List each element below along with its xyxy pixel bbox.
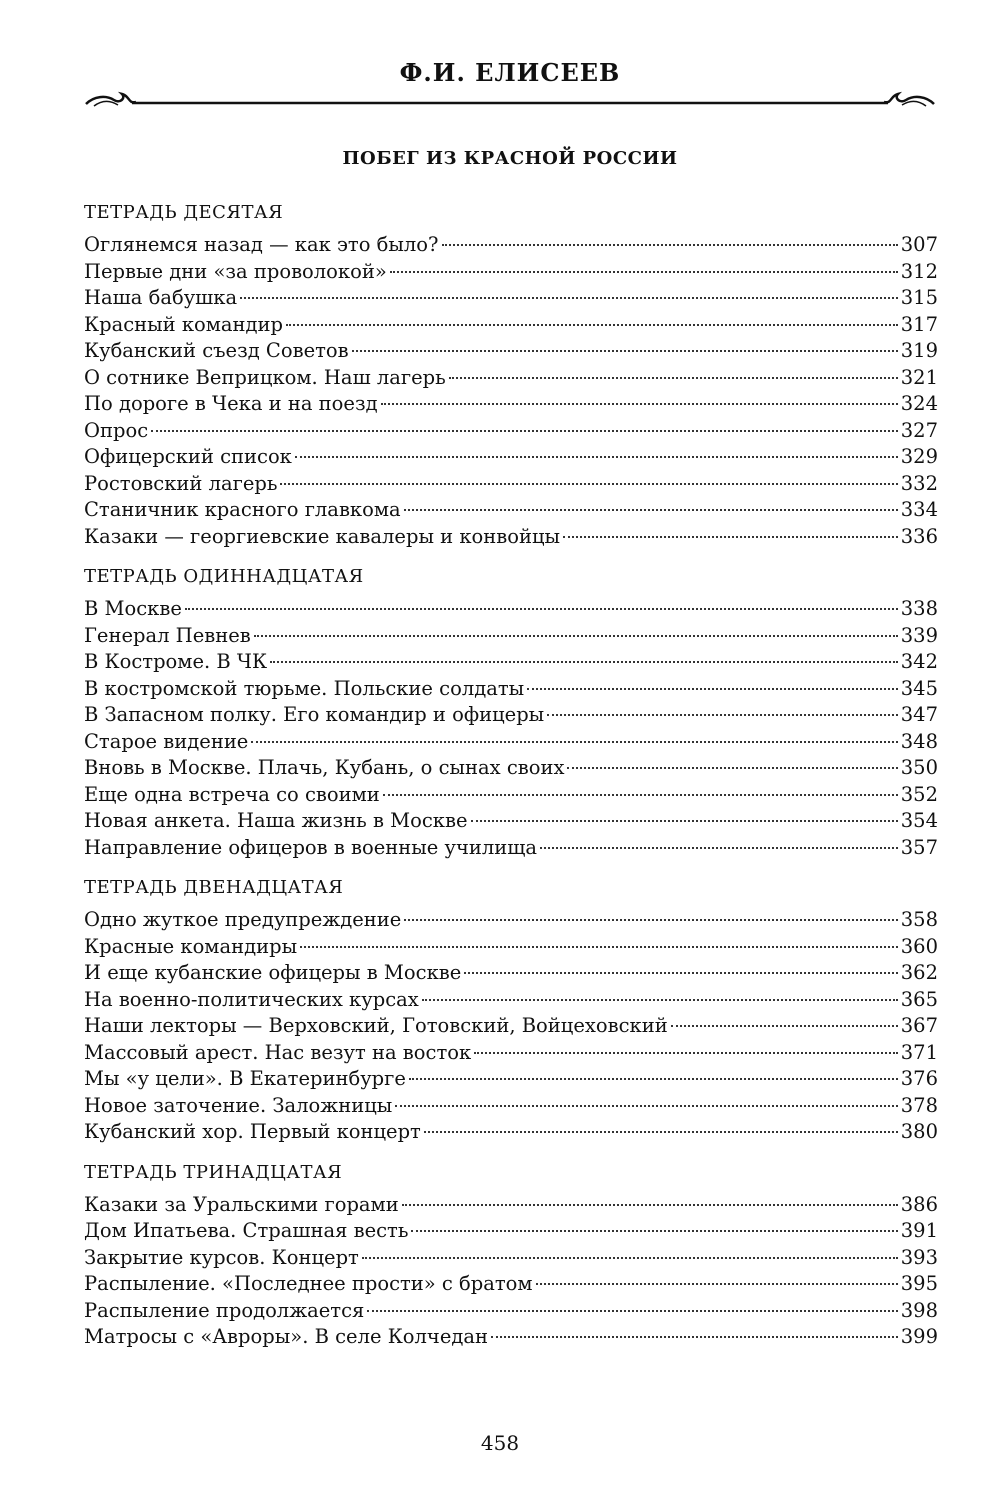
entry-title: Кубанский хор. Первый концерт <box>84 1120 421 1143</box>
toc-entry <box>84 755 938 782</box>
entry-page: 386 <box>900 1192 938 1216</box>
entry-page: 376 <box>900 1067 938 1090</box>
table-of-contents <box>84 200 938 1351</box>
entry-title: На военно-политических курсах <box>84 987 419 1011</box>
toc-entry <box>84 471 938 498</box>
section-entries <box>84 1192 938 1351</box>
dot-leader <box>474 1052 898 1054</box>
toc-entry <box>84 782 938 809</box>
toc-entry <box>84 1013 938 1040</box>
toc-entry <box>84 987 938 1014</box>
dot-leader <box>254 635 898 637</box>
dot-leader <box>527 688 898 690</box>
entry-page: 371 <box>900 1040 938 1064</box>
dot-leader <box>395 1105 898 1107</box>
dot-leader <box>424 1131 898 1133</box>
toc-entry <box>84 1119 938 1146</box>
entry-title: Еще одна встреча со своими <box>84 782 380 806</box>
entry-page: 350 <box>900 756 938 779</box>
entry-title: Оглянемся назад — как это было? <box>84 233 439 256</box>
dot-leader <box>442 244 898 246</box>
section-heading: ТЕТРАДЬ ОДИННАДЦАТАЯ <box>84 566 364 587</box>
dot-leader <box>464 972 897 974</box>
entry-page: 348 <box>900 729 938 753</box>
section-entries <box>84 596 938 861</box>
dot-leader <box>151 430 898 432</box>
dot-leader <box>404 919 897 921</box>
entry-title: О сотнике Веприцком. Наш лагерь <box>84 365 446 389</box>
entry-title: Кубанский съезд Советов <box>84 339 349 362</box>
entry-title: Новая анкета. Наша жизнь в Москве <box>84 809 468 832</box>
entry-title: В Москве <box>84 597 182 620</box>
entry-title: Станичник красного главкома <box>84 498 401 521</box>
toc-entry <box>84 907 938 934</box>
entry-title: По дороге в Чека и на поезд <box>84 392 378 415</box>
dot-leader <box>567 767 897 769</box>
page-number: 458 <box>480 1431 520 1455</box>
dot-leader <box>270 661 898 663</box>
entry-page: 332 <box>900 471 938 495</box>
toc-entry <box>84 1066 938 1093</box>
toc-entry <box>84 259 938 286</box>
entry-title: Красные командиры <box>84 934 298 958</box>
entry-title: Опрос <box>84 418 149 442</box>
entry-page: 357 <box>900 835 938 859</box>
toc-entry <box>84 1218 938 1245</box>
dot-leader <box>422 999 898 1001</box>
entry-title: Направление офицеров в военные училища <box>84 835 538 859</box>
section-heading: ТЕТРАДЬ ДЕСЯТАЯ <box>84 202 284 223</box>
entry-page: 347 <box>900 703 938 726</box>
entry-title: Одно жуткое предупреждение <box>84 908 402 931</box>
toc-entry <box>84 1324 938 1351</box>
entry-page: 398 <box>900 1298 938 1322</box>
entry-title: Первые дни «за проволокой» <box>84 259 387 283</box>
entry-page: 319 <box>900 339 938 362</box>
entry-page: 395 <box>900 1272 938 1295</box>
entry-page: 334 <box>900 498 938 521</box>
toc-entry <box>84 338 938 365</box>
dot-leader <box>491 1336 898 1338</box>
dot-leader <box>449 377 898 379</box>
entry-page: 367 <box>900 1014 938 1037</box>
author-name: Ф.И. ЕЛИСЕЕВ <box>399 58 621 87</box>
entry-page: 317 <box>900 312 938 336</box>
toc-entry <box>84 835 938 862</box>
entry-page: 315 <box>900 286 938 309</box>
entry-page: 336 <box>900 524 938 548</box>
toc-entry <box>84 1192 938 1219</box>
entry-page: 327 <box>900 418 938 442</box>
dot-leader <box>240 297 898 299</box>
entry-title: В Запасном полку. Его командир и офицеры <box>84 703 545 726</box>
entry-page: 345 <box>900 676 938 700</box>
toc-entry <box>84 702 938 729</box>
entry-page: 358 <box>900 908 938 931</box>
toc-entry <box>84 391 938 418</box>
toc-entry <box>84 729 938 756</box>
section-title: ПОБЕГ ИЗ КРАСНОЙ РОССИИ <box>342 148 678 169</box>
entry-title: Массовый арест. Нас везут на восток <box>84 1040 472 1064</box>
running-header <box>84 58 936 108</box>
entry-title: Новое заточение. Заложницы <box>84 1093 393 1117</box>
dot-leader <box>390 271 898 273</box>
entry-page: 399 <box>900 1325 938 1348</box>
entry-title: Дом Ипатьева. Страшная весть <box>84 1219 409 1242</box>
toc-entry <box>84 1245 938 1272</box>
dot-leader <box>411 1230 897 1232</box>
toc-entry <box>84 285 938 312</box>
entry-title: И еще кубанские офицеры в Москве <box>84 961 462 984</box>
entry-title: Офицерский список <box>84 445 292 468</box>
entry-title: Генерал Певнев <box>84 623 251 647</box>
toc-entry <box>84 808 938 835</box>
dot-leader <box>280 483 897 485</box>
entry-title: Казаки — георгиевские кавалеры и конвойцы <box>84 524 561 548</box>
entry-page: 393 <box>900 1245 938 1269</box>
toc-entry <box>84 444 938 471</box>
dot-leader <box>409 1078 898 1080</box>
entry-title: Красный командир <box>84 312 284 336</box>
dot-leader <box>251 741 897 743</box>
entry-title: Наши лекторы — Верховский, Готовский, Войцеховский <box>84 1014 668 1037</box>
entry-title: Вновь в Москве. Плачь, Кубань, о сынах своих <box>84 756 565 779</box>
entry-title: Старое видение <box>84 729 249 753</box>
entry-title: Матросы с «Авроры». В селе Колчедан <box>84 1325 488 1348</box>
dot-leader <box>286 324 898 326</box>
toc-entry <box>84 649 938 676</box>
entry-title: Ростовский лагерь <box>84 471 278 495</box>
entry-page: 360 <box>900 934 938 958</box>
entry-page: 352 <box>900 782 938 806</box>
toc-entry <box>84 1298 938 1325</box>
entry-title: В костромской тюрьме. Польские солдаты <box>84 676 525 700</box>
entry-page: 307 <box>900 233 938 256</box>
entry-page: 324 <box>900 392 938 415</box>
toc-entry <box>84 960 938 987</box>
section-heading: ТЕТРАДЬ ДВЕНАДЦАТАЯ <box>84 877 344 898</box>
dot-leader <box>383 794 898 796</box>
dot-leader <box>536 1283 898 1285</box>
entry-page: 362 <box>900 961 938 984</box>
ornamental-rule <box>84 86 936 110</box>
entry-page: 391 <box>900 1219 938 1242</box>
toc-entry <box>84 596 938 623</box>
toc-entry <box>84 365 938 392</box>
dot-leader <box>563 536 898 538</box>
toc-entry <box>84 418 938 445</box>
entry-page: 365 <box>900 987 938 1011</box>
dot-leader <box>362 1257 898 1259</box>
toc-entry <box>84 623 938 650</box>
entry-title: Распыление продолжается <box>84 1298 365 1322</box>
entry-title: Закрытие курсов. Концерт <box>84 1245 359 1269</box>
toc-entry <box>84 934 938 961</box>
entry-page: 378 <box>900 1093 938 1117</box>
dot-leader <box>402 1204 898 1206</box>
dot-leader <box>540 847 898 849</box>
toc-entry <box>84 1271 938 1298</box>
dot-leader <box>547 714 898 716</box>
toc-entry <box>84 524 938 551</box>
toc-entry <box>84 312 938 339</box>
entry-title: В Костроме. В ЧК <box>84 650 268 673</box>
entry-title: Мы «у цели». В Екатеринбурге <box>84 1067 406 1090</box>
toc-entry <box>84 497 938 524</box>
entry-page: 312 <box>900 259 938 283</box>
entry-page: 338 <box>900 597 938 620</box>
entry-page: 321 <box>900 365 938 389</box>
toc-entry <box>84 232 938 259</box>
dot-leader <box>185 608 898 610</box>
dot-leader <box>471 820 898 822</box>
entry-page: 354 <box>900 809 938 832</box>
entry-page: 380 <box>900 1120 938 1143</box>
dot-leader <box>300 946 898 948</box>
dot-leader <box>671 1025 898 1027</box>
entry-page: 339 <box>900 623 938 647</box>
toc-entry <box>84 676 938 703</box>
section-entries <box>84 232 938 550</box>
dot-leader <box>381 403 898 405</box>
dot-leader <box>404 509 898 511</box>
dot-leader <box>352 350 898 352</box>
dot-leader <box>367 1310 897 1312</box>
entry-page: 329 <box>900 445 938 468</box>
entry-title: Распыление. «Последнее прости» с братом <box>84 1272 533 1295</box>
section-entries <box>84 907 938 1146</box>
toc-entry <box>84 1040 938 1067</box>
dot-leader <box>295 456 898 458</box>
entry-title: Наша бабушка <box>84 286 238 309</box>
section-heading: ТЕТРАДЬ ТРИНАДЦАТАЯ <box>84 1161 343 1183</box>
entry-title: Казаки за Уральскими горами <box>84 1192 399 1216</box>
entry-page: 342 <box>900 650 938 673</box>
toc-entry <box>84 1093 938 1120</box>
